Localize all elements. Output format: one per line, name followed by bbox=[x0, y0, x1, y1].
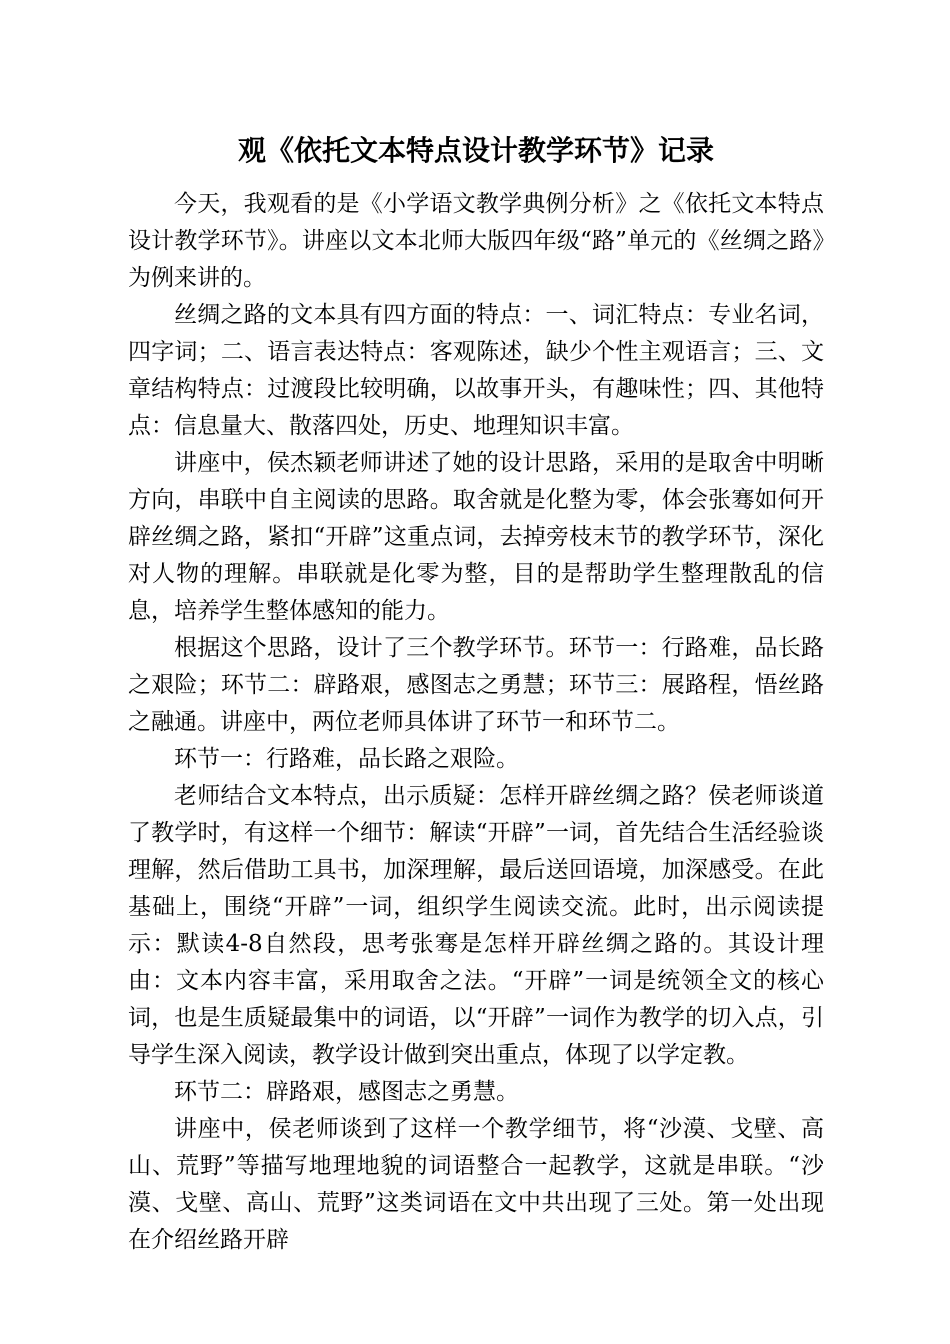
section-heading-1: 环节一：行路难，品长路之艰险。 bbox=[174, 746, 519, 772]
paragraph-4: 根据这个思路，设计了三个教学环节。环节一：行路难，品长路之艰险；环节二：辟路艰，感图志之勇慧；环节三：展路程，悟丝路之融通。讲座中，两位老师具体讲了环节一和环节二。 bbox=[128, 635, 824, 735]
paragraph-5: 老师结合文本特点，出示质疑：怎样开辟丝绸之路？侯老师谈道了教学时，有这样一个细节：解读“开辟”一词，首先结合生活经验谈理解，然后借助工具书，加深理解，最后送回语境，加深感受。在此基础上，围绕“开辟”一词，组织学生阅读交流。此时，出示阅读提示：默读4-8自然段，思考张骞是怎样开辟丝绸之路的。其设计理由：文本内容丰富，采用取舍之法。“开辟”一词是统领全文的核心词，也是生质疑最集中的词语，以“开辟”一词作为教学的切入点，引导学生深入阅读，教学设计做到突出重点，体现了以学定教。 bbox=[128, 783, 824, 1068]
paragraph-2: 丝绸之路的文本具有四方面的特点：一、词汇特点：专业名词，四字词；二、语言表达特点：客观陈述，缺少个性主观语言；三、文章结构特点：过渡段比较明确，以故事开头，有趣味性；四、其他特点：信息量大、散落四处，历史、地理知识丰富。 bbox=[128, 302, 824, 439]
paragraph-6: 讲座中，侯老师谈到了这样一个教学细节，将“沙漠、戈壁、高山、荒野”等描写地理地貌的词语整合一起教学，这就是串联。“沙漠、戈壁、高山、荒野”这类词语在文中共出现了三处。第一处出现在介绍丝路开辟 bbox=[128, 1116, 824, 1253]
section-heading-2: 环节二：辟路艰，感图志之勇慧。 bbox=[174, 1079, 519, 1105]
paragraph-3: 讲座中，侯杰颖老师讲述了她的设计思路，采用的是取舍中明晰方向，串联中自主阅读的思路。取舍就是化整为零，体会张骞如何开辟丝绸之路，紧扣“开辟”这重点词，去掉旁枝末节的教学环节，深化对人物的理解。串联就是化零为整，目的是帮助学生整理散乱的信息，培养学生整体感知的能力。 bbox=[128, 450, 824, 624]
document-title: 观《依托文本特点设计教学环节》记录 bbox=[237, 134, 714, 167]
document-page bbox=[128, 126, 824, 1259]
paragraph-1: 今天，我观看的是《小学语文教学典例分析》之《依托文本特点设计教学环节》。讲座以文本北师大版四年级“路”单元的《丝绸之路》为例来讲的。 bbox=[128, 191, 824, 291]
